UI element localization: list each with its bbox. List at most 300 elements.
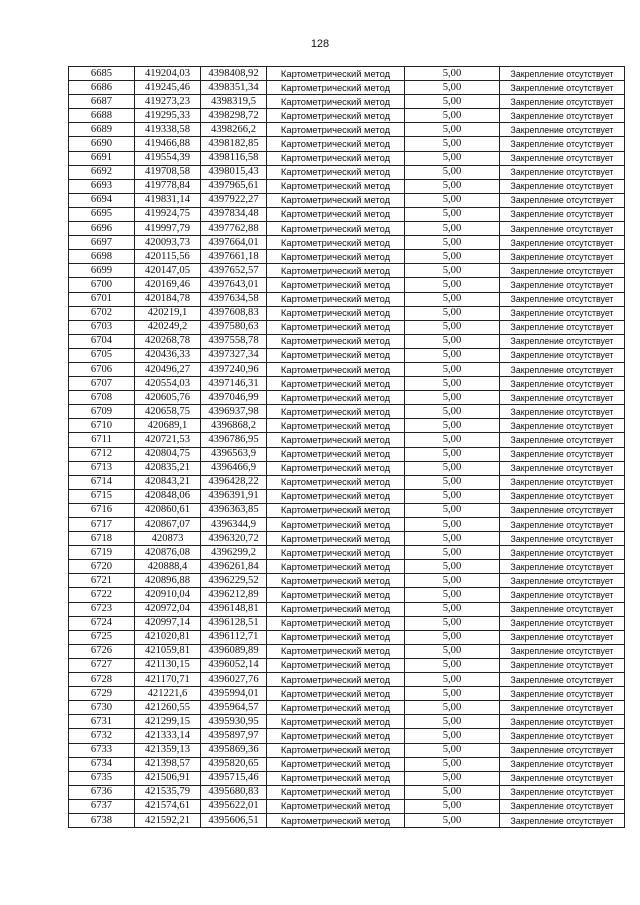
accuracy-cell: 5,00 — [405, 447, 500, 461]
point-number-cell: 6725 — [69, 630, 135, 644]
point-number-cell: 6724 — [69, 616, 135, 630]
accuracy-cell: 5,00 — [405, 151, 500, 165]
point-number-cell: 6722 — [69, 588, 135, 602]
y-coordinate-cell: 4396261,84 — [201, 560, 267, 574]
fixing-status-cell: Закрепление отсутствует — [500, 81, 625, 95]
fixing-status-cell: Закрепление отсутствует — [500, 532, 625, 546]
method-cell: Картометрический метод — [267, 560, 405, 574]
fixing-status-cell: Закрепление отсутствует — [500, 546, 625, 560]
point-number-cell: 6701 — [69, 292, 135, 306]
y-coordinate-cell: 4396089,89 — [201, 644, 267, 658]
method-cell: Картометрический метод — [267, 771, 405, 785]
y-coordinate-cell: 4396229,52 — [201, 574, 267, 588]
point-number-cell: 6723 — [69, 602, 135, 616]
y-coordinate-cell: 4398408,92 — [201, 67, 267, 81]
coordinates-table — [68, 66, 625, 828]
accuracy-cell: 5,00 — [405, 123, 500, 137]
point-number-cell: 6716 — [69, 503, 135, 517]
accuracy-cell: 5,00 — [405, 292, 500, 306]
point-number-cell: 6705 — [69, 348, 135, 362]
y-coordinate-cell: 4397146,31 — [201, 377, 267, 391]
x-coordinate-cell: 420873 — [135, 532, 201, 546]
fixing-status-cell: Закрепление отсутствует — [500, 658, 625, 672]
x-coordinate-cell: 420835,21 — [135, 461, 201, 475]
point-number-cell: 6729 — [69, 687, 135, 701]
accuracy-cell: 5,00 — [405, 687, 500, 701]
method-cell: Картометрический метод — [267, 715, 405, 729]
fixing-status-cell: Закрепление отсутствует — [500, 644, 625, 658]
y-coordinate-cell: 4397762,88 — [201, 222, 267, 236]
fixing-status-cell: Закрепление отсутствует — [500, 123, 625, 137]
method-cell: Картометрический метод — [267, 207, 405, 221]
y-coordinate-cell: 4398319,5 — [201, 95, 267, 109]
accuracy-cell: 5,00 — [405, 602, 500, 616]
fixing-status-cell: Закрепление отсутствует — [500, 137, 625, 151]
method-cell: Картометрический метод — [267, 687, 405, 701]
fixing-status-cell: Закрепление отсутствует — [500, 306, 625, 320]
point-number-cell: 6690 — [69, 137, 135, 151]
point-number-cell: 6704 — [69, 334, 135, 348]
accuracy-cell: 5,00 — [405, 658, 500, 672]
table-row — [69, 546, 625, 560]
fixing-status-cell: Закрепление отсутствует — [500, 757, 625, 771]
fixing-status-cell: Закрепление отсутствует — [500, 489, 625, 503]
y-coordinate-cell: 4396112,71 — [201, 630, 267, 644]
point-number-cell: 6714 — [69, 475, 135, 489]
point-number-cell: 6737 — [69, 799, 135, 813]
table-row — [69, 250, 625, 264]
point-number-cell: 6702 — [69, 306, 135, 320]
fixing-status-cell: Закрепление отсутствует — [500, 250, 625, 264]
method-cell: Картометрический метод — [267, 67, 405, 81]
coordinates-table-body — [69, 67, 625, 828]
fixing-status-cell: Закрепление отсутствует — [500, 292, 625, 306]
y-coordinate-cell: 4397580,63 — [201, 320, 267, 334]
fixing-status-cell: Закрепление отсутствует — [500, 743, 625, 757]
accuracy-cell: 5,00 — [405, 813, 500, 827]
method-cell: Картометрический метод — [267, 236, 405, 250]
table-row — [69, 630, 625, 644]
table-row — [69, 67, 625, 81]
point-number-cell: 6733 — [69, 743, 135, 757]
y-coordinate-cell: 4396868,2 — [201, 419, 267, 433]
y-coordinate-cell: 4396428,22 — [201, 475, 267, 489]
method-cell: Картометрический метод — [267, 391, 405, 405]
point-number-cell: 6736 — [69, 785, 135, 799]
accuracy-cell: 5,00 — [405, 475, 500, 489]
fixing-status-cell: Закрепление отсутствует — [500, 447, 625, 461]
accuracy-cell: 5,00 — [405, 377, 500, 391]
table-row — [69, 222, 625, 236]
method-cell: Картометрический метод — [267, 278, 405, 292]
accuracy-cell: 5,00 — [405, 757, 500, 771]
y-coordinate-cell: 4395869,36 — [201, 743, 267, 757]
method-cell: Картометрический метод — [267, 151, 405, 165]
point-number-cell: 6711 — [69, 433, 135, 447]
fixing-status-cell: Закрепление отсутствует — [500, 222, 625, 236]
method-cell: Картометрический метод — [267, 588, 405, 602]
y-coordinate-cell: 4398351,34 — [201, 81, 267, 95]
method-cell: Картометрический метод — [267, 574, 405, 588]
y-coordinate-cell: 4397965,61 — [201, 179, 267, 193]
table-row — [69, 785, 625, 799]
x-coordinate-cell: 420093,73 — [135, 236, 201, 250]
x-coordinate-cell: 420689,1 — [135, 419, 201, 433]
x-coordinate-cell: 419245,46 — [135, 81, 201, 95]
fixing-status-cell: Закрепление отсутствует — [500, 419, 625, 433]
y-coordinate-cell: 4396299,2 — [201, 546, 267, 560]
method-cell: Картометрический метод — [267, 785, 405, 799]
accuracy-cell: 5,00 — [405, 348, 500, 362]
table-row — [69, 447, 625, 461]
y-coordinate-cell: 4395715,46 — [201, 771, 267, 785]
y-coordinate-cell: 4397643,01 — [201, 278, 267, 292]
fixing-status-cell: Закрепление отсутствует — [500, 715, 625, 729]
point-number-cell: 6712 — [69, 447, 135, 461]
x-coordinate-cell: 420997,14 — [135, 616, 201, 630]
x-coordinate-cell: 420115,56 — [135, 250, 201, 264]
method-cell: Картометрический метод — [267, 489, 405, 503]
table-row — [69, 419, 625, 433]
method-cell: Картометрический метод — [267, 179, 405, 193]
y-coordinate-cell: 4397327,34 — [201, 348, 267, 362]
fixing-status-cell: Закрепление отсутствует — [500, 813, 625, 827]
method-cell: Картометрический метод — [267, 743, 405, 757]
point-number-cell: 6686 — [69, 81, 135, 95]
table-row — [69, 658, 625, 672]
x-coordinate-cell: 421592,21 — [135, 813, 201, 827]
x-coordinate-cell: 419338,58 — [135, 123, 201, 137]
x-coordinate-cell: 420249,2 — [135, 320, 201, 334]
method-cell: Картометрический метод — [267, 616, 405, 630]
x-coordinate-cell: 421260,55 — [135, 701, 201, 715]
method-cell: Картометрический метод — [267, 165, 405, 179]
fixing-status-cell: Закрепление отсутствует — [500, 560, 625, 574]
method-cell: Картометрический метод — [267, 362, 405, 376]
point-number-cell: 6687 — [69, 95, 135, 109]
method-cell: Картометрический метод — [267, 461, 405, 475]
table-row — [69, 334, 625, 348]
fixing-status-cell: Закрепление отсутствует — [500, 67, 625, 81]
x-coordinate-cell: 420804,75 — [135, 447, 201, 461]
y-coordinate-cell: 4396027,76 — [201, 673, 267, 687]
accuracy-cell: 5,00 — [405, 95, 500, 109]
method-cell: Картометрический метод — [267, 264, 405, 278]
table-row — [69, 560, 625, 574]
point-number-cell: 6732 — [69, 729, 135, 743]
point-number-cell: 6695 — [69, 207, 135, 221]
method-cell: Картометрический метод — [267, 193, 405, 207]
y-coordinate-cell: 4396128,51 — [201, 616, 267, 630]
point-number-cell: 6726 — [69, 644, 135, 658]
method-cell: Картометрический метод — [267, 95, 405, 109]
accuracy-cell: 5,00 — [405, 165, 500, 179]
point-number-cell: 6685 — [69, 67, 135, 81]
x-coordinate-cell: 420910,04 — [135, 588, 201, 602]
y-coordinate-cell: 4396391,91 — [201, 489, 267, 503]
accuracy-cell: 5,00 — [405, 207, 500, 221]
x-coordinate-cell: 420848,06 — [135, 489, 201, 503]
x-coordinate-cell: 420658,75 — [135, 405, 201, 419]
x-coordinate-cell: 420268,78 — [135, 334, 201, 348]
accuracy-cell: 5,00 — [405, 518, 500, 532]
fixing-status-cell: Закрепление отсутствует — [500, 165, 625, 179]
point-number-cell: 6699 — [69, 264, 135, 278]
table-row — [69, 489, 625, 503]
accuracy-cell: 5,00 — [405, 250, 500, 264]
fixing-status-cell: Закрепление отсутствует — [500, 264, 625, 278]
method-cell: Картометрический метод — [267, 334, 405, 348]
point-number-cell: 6707 — [69, 377, 135, 391]
y-coordinate-cell: 4395964,57 — [201, 701, 267, 715]
accuracy-cell: 5,00 — [405, 362, 500, 376]
table-row — [69, 771, 625, 785]
x-coordinate-cell: 420888,4 — [135, 560, 201, 574]
y-coordinate-cell: 4396563,9 — [201, 447, 267, 461]
x-coordinate-cell: 419924,75 — [135, 207, 201, 221]
accuracy-cell: 5,00 — [405, 715, 500, 729]
x-coordinate-cell: 420436,33 — [135, 348, 201, 362]
y-coordinate-cell: 4397634,58 — [201, 292, 267, 306]
x-coordinate-cell: 419831,14 — [135, 193, 201, 207]
table-row — [69, 433, 625, 447]
fixing-status-cell: Закрепление отсутствует — [500, 461, 625, 475]
x-coordinate-cell: 420972,04 — [135, 602, 201, 616]
x-coordinate-cell: 421020,81 — [135, 630, 201, 644]
table-row — [69, 503, 625, 517]
x-coordinate-cell: 421574,61 — [135, 799, 201, 813]
point-number-cell: 6728 — [69, 673, 135, 687]
y-coordinate-cell: 4397046,99 — [201, 391, 267, 405]
y-coordinate-cell: 4398298,72 — [201, 109, 267, 123]
accuracy-cell: 5,00 — [405, 264, 500, 278]
method-cell: Картометрический метод — [267, 729, 405, 743]
method-cell: Картометрический метод — [267, 673, 405, 687]
method-cell: Картометрический метод — [267, 518, 405, 532]
table-row — [69, 207, 625, 221]
accuracy-cell: 5,00 — [405, 278, 500, 292]
method-cell: Картометрический метод — [267, 475, 405, 489]
x-coordinate-cell: 420184,78 — [135, 292, 201, 306]
method-cell: Картометрический метод — [267, 503, 405, 517]
x-coordinate-cell: 419997,79 — [135, 222, 201, 236]
fixing-status-cell: Закрепление отсутствует — [500, 278, 625, 292]
table-row — [69, 602, 625, 616]
fixing-status-cell: Закрепление отсутствует — [500, 771, 625, 785]
point-number-cell: 6720 — [69, 560, 135, 574]
x-coordinate-cell: 421506,91 — [135, 771, 201, 785]
table-row — [69, 813, 625, 827]
table-row — [69, 475, 625, 489]
accuracy-cell: 5,00 — [405, 193, 500, 207]
y-coordinate-cell: 4396320,72 — [201, 532, 267, 546]
table-row — [69, 532, 625, 546]
point-number-cell: 6698 — [69, 250, 135, 264]
fixing-status-cell: Закрепление отсутствует — [500, 193, 625, 207]
table-row — [69, 518, 625, 532]
accuracy-cell: 5,00 — [405, 616, 500, 630]
point-number-cell: 6706 — [69, 362, 135, 376]
table-row — [69, 743, 625, 757]
y-coordinate-cell: 4397834,48 — [201, 207, 267, 221]
accuracy-cell: 5,00 — [405, 799, 500, 813]
fixing-status-cell: Закрепление отсутствует — [500, 207, 625, 221]
point-number-cell: 6696 — [69, 222, 135, 236]
method-cell: Картометрический метод — [267, 799, 405, 813]
x-coordinate-cell: 420605,76 — [135, 391, 201, 405]
fixing-status-cell: Закрепление отсутствует — [500, 362, 625, 376]
method-cell: Картометрический метод — [267, 644, 405, 658]
x-coordinate-cell: 420147,05 — [135, 264, 201, 278]
point-number-cell: 6731 — [69, 715, 135, 729]
table-row — [69, 687, 625, 701]
accuracy-cell: 5,00 — [405, 546, 500, 560]
table-row — [69, 799, 625, 813]
x-coordinate-cell: 421059,81 — [135, 644, 201, 658]
table-row — [69, 292, 625, 306]
y-coordinate-cell: 4397652,57 — [201, 264, 267, 278]
table-row — [69, 236, 625, 250]
point-number-cell: 6697 — [69, 236, 135, 250]
x-coordinate-cell: 420860,61 — [135, 503, 201, 517]
y-coordinate-cell: 4397661,18 — [201, 250, 267, 264]
method-cell: Картометрический метод — [267, 630, 405, 644]
x-coordinate-cell: 421221,6 — [135, 687, 201, 701]
method-cell: Картометрический метод — [267, 546, 405, 560]
x-coordinate-cell: 420876,08 — [135, 546, 201, 560]
point-number-cell: 6688 — [69, 109, 135, 123]
table-row — [69, 616, 625, 630]
y-coordinate-cell: 4397922,27 — [201, 193, 267, 207]
y-coordinate-cell: 4396466,9 — [201, 461, 267, 475]
point-number-cell: 6689 — [69, 123, 135, 137]
table-row — [69, 644, 625, 658]
point-number-cell: 6694 — [69, 193, 135, 207]
y-coordinate-cell: 4395622,01 — [201, 799, 267, 813]
table-row — [69, 391, 625, 405]
x-coordinate-cell: 420496,27 — [135, 362, 201, 376]
accuracy-cell: 5,00 — [405, 785, 500, 799]
x-coordinate-cell: 420169,46 — [135, 278, 201, 292]
point-number-cell: 6700 — [69, 278, 135, 292]
point-number-cell: 6717 — [69, 518, 135, 532]
fixing-status-cell: Закрепление отсутствует — [500, 179, 625, 193]
method-cell: Картометрический метод — [267, 433, 405, 447]
accuracy-cell: 5,00 — [405, 461, 500, 475]
fixing-status-cell: Закрепление отсутствует — [500, 377, 625, 391]
table-row — [69, 95, 625, 109]
table-row — [69, 165, 625, 179]
accuracy-cell: 5,00 — [405, 306, 500, 320]
accuracy-cell: 5,00 — [405, 405, 500, 419]
point-number-cell: 6693 — [69, 179, 135, 193]
x-coordinate-cell: 419273,23 — [135, 95, 201, 109]
point-number-cell: 6709 — [69, 405, 135, 419]
accuracy-cell: 5,00 — [405, 433, 500, 447]
accuracy-cell: 5,00 — [405, 81, 500, 95]
y-coordinate-cell: 4395820,65 — [201, 757, 267, 771]
method-cell: Картометрический метод — [267, 813, 405, 827]
table-row — [69, 757, 625, 771]
method-cell: Картометрический метод — [267, 701, 405, 715]
fixing-status-cell: Закрепление отсутствует — [500, 320, 625, 334]
point-number-cell: 6721 — [69, 574, 135, 588]
fixing-status-cell: Закрепление отсутствует — [500, 433, 625, 447]
table-row — [69, 179, 625, 193]
table-row — [69, 109, 625, 123]
table-row — [69, 81, 625, 95]
accuracy-cell: 5,00 — [405, 588, 500, 602]
table-row — [69, 715, 625, 729]
y-coordinate-cell: 4395680,83 — [201, 785, 267, 799]
y-coordinate-cell: 4396937,98 — [201, 405, 267, 419]
table-row — [69, 123, 625, 137]
y-coordinate-cell: 4396052,14 — [201, 658, 267, 672]
x-coordinate-cell: 419466,88 — [135, 137, 201, 151]
page-number: 128 — [310, 38, 330, 50]
method-cell: Картометрический метод — [267, 757, 405, 771]
y-coordinate-cell: 4398015,43 — [201, 165, 267, 179]
y-coordinate-cell: 4397240,96 — [201, 362, 267, 376]
accuracy-cell: 5,00 — [405, 532, 500, 546]
accuracy-cell: 5,00 — [405, 67, 500, 81]
accuracy-cell: 5,00 — [405, 729, 500, 743]
y-coordinate-cell: 4397664,01 — [201, 236, 267, 250]
table-row — [69, 588, 625, 602]
fixing-status-cell: Закрепление отсутствует — [500, 236, 625, 250]
accuracy-cell: 5,00 — [405, 489, 500, 503]
x-coordinate-cell: 421535,79 — [135, 785, 201, 799]
fixing-status-cell: Закрепление отсутствует — [500, 518, 625, 532]
fixing-status-cell: Закрепление отсутствует — [500, 503, 625, 517]
accuracy-cell: 5,00 — [405, 137, 500, 151]
fixing-status-cell: Закрепление отсутствует — [500, 729, 625, 743]
x-coordinate-cell: 420867,07 — [135, 518, 201, 532]
fixing-status-cell: Закрепление отсутствует — [500, 687, 625, 701]
fixing-status-cell: Закрепление отсутствует — [500, 701, 625, 715]
y-coordinate-cell: 4397608,83 — [201, 306, 267, 320]
table-row — [69, 574, 625, 588]
accuracy-cell: 5,00 — [405, 574, 500, 588]
accuracy-cell: 5,00 — [405, 630, 500, 644]
accuracy-cell: 5,00 — [405, 236, 500, 250]
table-row — [69, 278, 625, 292]
fixing-status-cell: Закрепление отсутствует — [500, 616, 625, 630]
accuracy-cell: 5,00 — [405, 419, 500, 433]
method-cell: Картометрический метод — [267, 419, 405, 433]
table-row — [69, 348, 625, 362]
point-number-cell: 6727 — [69, 658, 135, 672]
accuracy-cell: 5,00 — [405, 673, 500, 687]
x-coordinate-cell: 420554,03 — [135, 377, 201, 391]
table-row — [69, 320, 625, 334]
table-row — [69, 264, 625, 278]
accuracy-cell: 5,00 — [405, 391, 500, 405]
accuracy-cell: 5,00 — [405, 109, 500, 123]
accuracy-cell: 5,00 — [405, 222, 500, 236]
method-cell: Картометрический метод — [267, 250, 405, 264]
accuracy-cell: 5,00 — [405, 503, 500, 517]
method-cell: Картометрический метод — [267, 658, 405, 672]
point-number-cell: 6710 — [69, 419, 135, 433]
x-coordinate-cell: 421359,13 — [135, 743, 201, 757]
method-cell: Картометрический метод — [267, 405, 405, 419]
y-coordinate-cell: 4395994,01 — [201, 687, 267, 701]
y-coordinate-cell: 4395606,51 — [201, 813, 267, 827]
method-cell: Картометрический метод — [267, 109, 405, 123]
y-coordinate-cell: 4395897,97 — [201, 729, 267, 743]
y-coordinate-cell: 4397558,78 — [201, 334, 267, 348]
